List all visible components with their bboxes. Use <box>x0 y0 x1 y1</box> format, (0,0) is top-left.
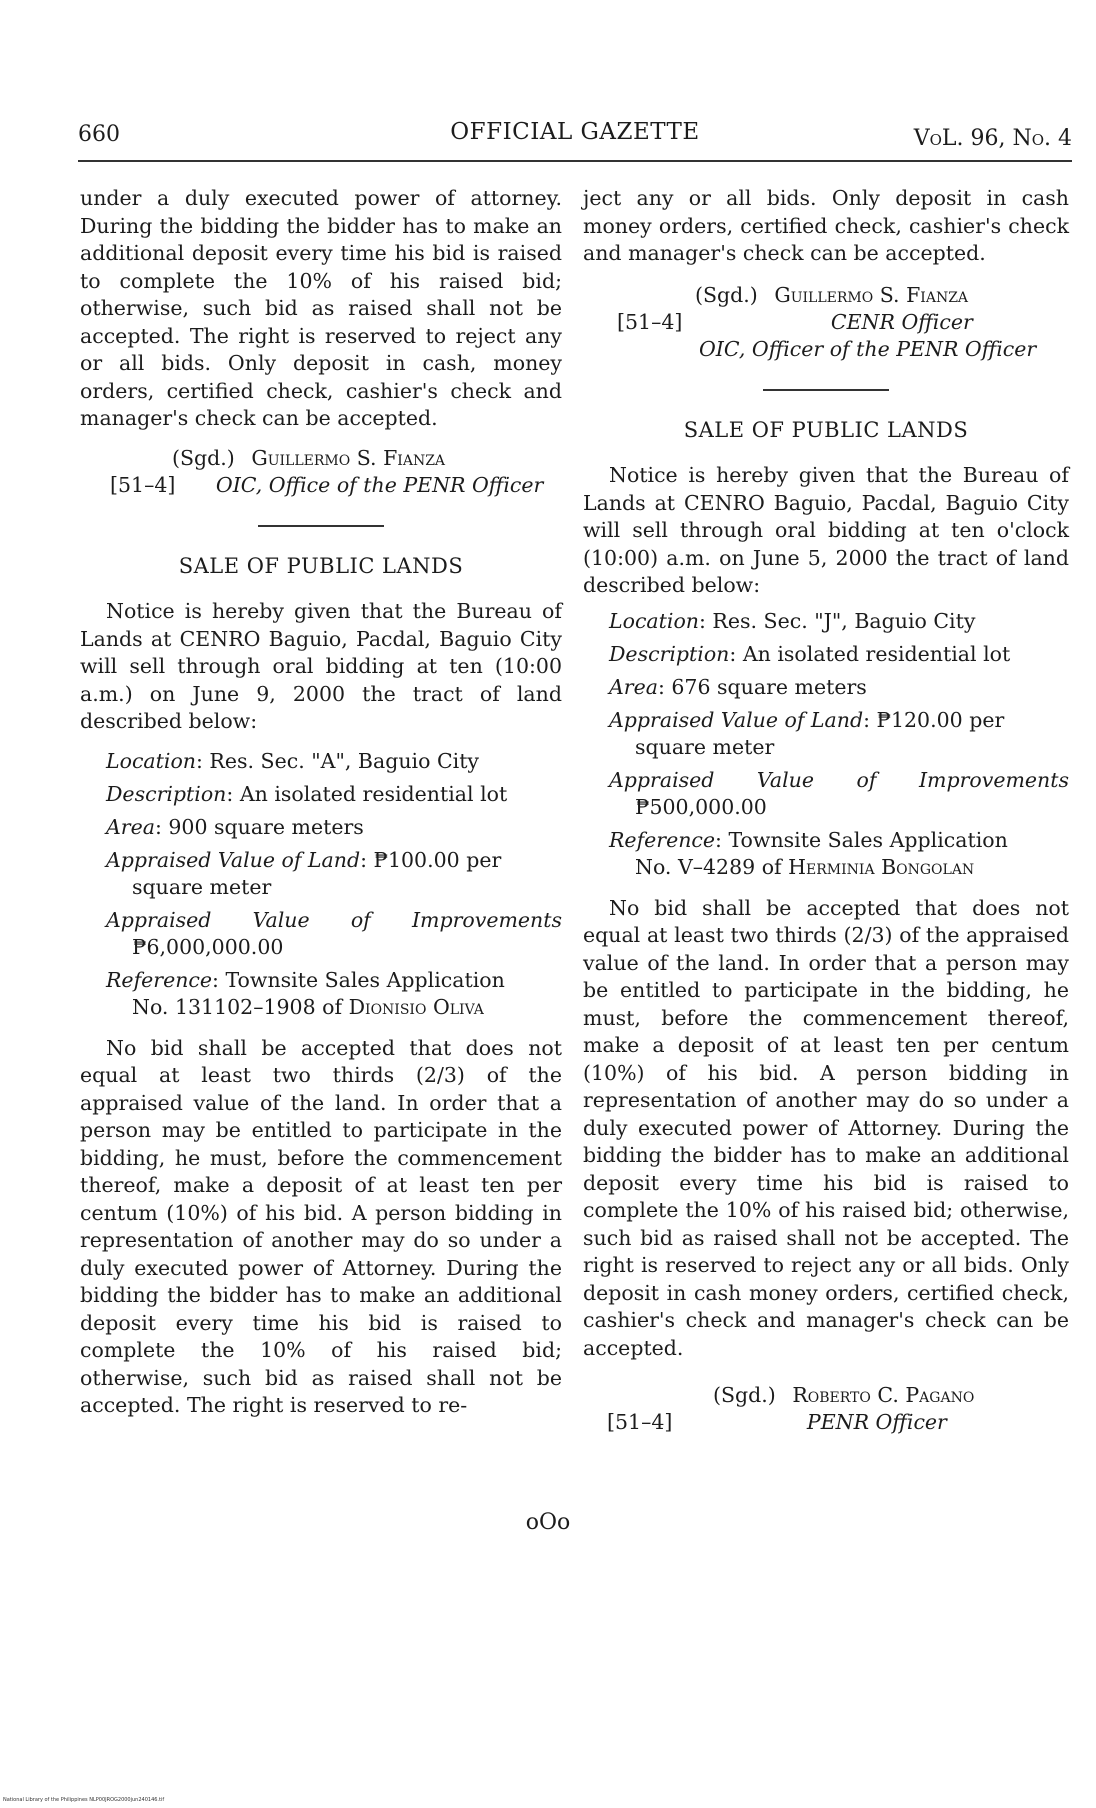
location-item: Location: Res. Sec. "J", Baguio City <box>609 608 976 633</box>
notice-heading: SALE OF PUBLIC LANDS <box>683 417 969 442</box>
sgd-label: (Sgd.) <box>172 445 235 470</box>
page-number: 660 <box>78 122 120 147</box>
notice-heading: SALE OF PUBLIC LANDS <box>178 553 464 578</box>
header-rule <box>78 160 1072 162</box>
signatory-title: CENR Officer <box>830 309 973 334</box>
section-divider <box>763 389 889 391</box>
signatory-office: OIC, Office of the PENR Officer <box>215 472 544 497</box>
publication-title: OFFICIAL GAZETTE <box>450 119 700 145</box>
scan-footer: National Library of the Philippines NLP00JROG2000jun240146.tif <box>3 1797 165 1803</box>
signatory-office: OIC, Officer of the PENR Officer <box>699 336 1037 361</box>
signature-block-3 <box>583 1382 1069 1436</box>
signature-block-1 <box>80 445 562 499</box>
signatory-title: PENR Officer <box>806 1410 947 1434</box>
continued-paragraph: ject any or all bids. Only deposit in cash money orders, certified check, cashier's check and manager's check can be accepted. <box>583 186 1069 265</box>
section-divider <box>258 525 384 527</box>
continued-paragraph: under a duly executed power of attorney. During the bidding the bidder has to make an additional deposit every time his bid is raised to complete the 10% of his raised bid; otherwise, such bid as raised shall not be accepted. The right is reserved to reject any or all bids. Only deposit in cash, money orders, certified check, cashier's check and manager's check can be accepted. <box>80 186 562 430</box>
signature-block-2 <box>583 282 1069 363</box>
signatory-name: Guillermo S. Fianza <box>774 282 969 307</box>
reference-item: Reference: Townsite Sales Application No. V–4289 of Herminia Bongolan <box>609 827 1008 879</box>
sgd-label: (Sgd.) <box>713 1383 776 1407</box>
notice-code: [51–4] <box>617 309 683 334</box>
notice-intro: Notice is hereby given that the Bureau of Lands at CENRO Baguio, Pacdal, Baguio City will sell through oral bidding at ten o'clock (10:00) a.m. on June 5, 2000 the tract of land described below: <box>583 463 1069 597</box>
area-item: Area: 676 square meters <box>609 674 867 699</box>
reference-item: Reference: Townsite Sales Application No. 131102–1908 of Dionisio Oliva <box>106 967 505 1019</box>
right-column <box>583 185 1069 1436</box>
left-column <box>80 185 562 1420</box>
notice-intro: Notice is hereby given that the Bureau of Lands at CENRO Baguio, Pacdal, Baguio City will sell through oral bidding at ten (10:00 a.m.) on June 9, 2000 the tract of land described below: <box>80 599 562 733</box>
area-item: Area: 900 square meters <box>106 814 364 839</box>
description-item: Description: An isolated residential lot <box>106 781 508 806</box>
location-item: Location: Res. Sec. "A", Baguio City <box>106 748 480 773</box>
improvements-item: Appraised Value of Improvements ₱6,000,000.00 <box>106 907 562 959</box>
notice-body: No bid shall be accepted that does not equal at least two thirds (2/3) of the appraised value of the land. In order that a person may be entitled to participate in the bidding, he must, before the commencement thereof, make a deposit of at least ten per centum (10%) of his bid. A person bidding in representation of another may do so under a duly executed power of Attorney. During the bidding the bidder has to make an additional deposit every time his bid is raised to complete the 10% of his raised bid; otherwise, such bid as raised shall not be accepted. The right is reserved to reject any or all bids. Only deposit in cash money orders, certified check, cashier's check and manager's check can be accepted. <box>583 895 1069 1360</box>
land-value-item: Appraised Value of Land: ₱120.00 per square meter <box>609 707 1005 759</box>
page-header <box>78 116 1072 152</box>
signatory-name: Roberto C. Pagano <box>792 1383 975 1407</box>
signatory-name: Guillermo S. Fianza <box>251 445 446 470</box>
sgd-label: (Sgd.) <box>695 282 758 307</box>
land-value-item: Appraised Value of Land: ₱100.00 per square meter <box>106 847 502 899</box>
notice-code: [51–4] <box>110 472 176 497</box>
notice-body: No bid shall be accepted that does not equal at least two thirds (2/3) of the appraised value of the land. In order that a person may be entitled to participate in the bidding, he must, before the commencement thereof, make a deposit of at least ten per centum (10%) of his bid. A person bidding in representation of another may do so under a duly executed power of Attorney. During the bidding the bidder has to make an additional deposit every time his bid is raised to complete the 10% of his raised bid; otherwise, such bid as raised shall not be accepted. The right is reserved to re- <box>80 1035 562 1417</box>
end-mark: oOo <box>525 1510 571 1535</box>
description-item: Description: An isolated residential lot <box>609 641 1011 666</box>
volume-number: VoL. 96, No. 4 <box>913 126 1072 151</box>
improvements-item: Appraised Value of Improvements ₱500,000.00 <box>609 767 1069 819</box>
notice-code: [51–4] <box>607 1410 673 1434</box>
